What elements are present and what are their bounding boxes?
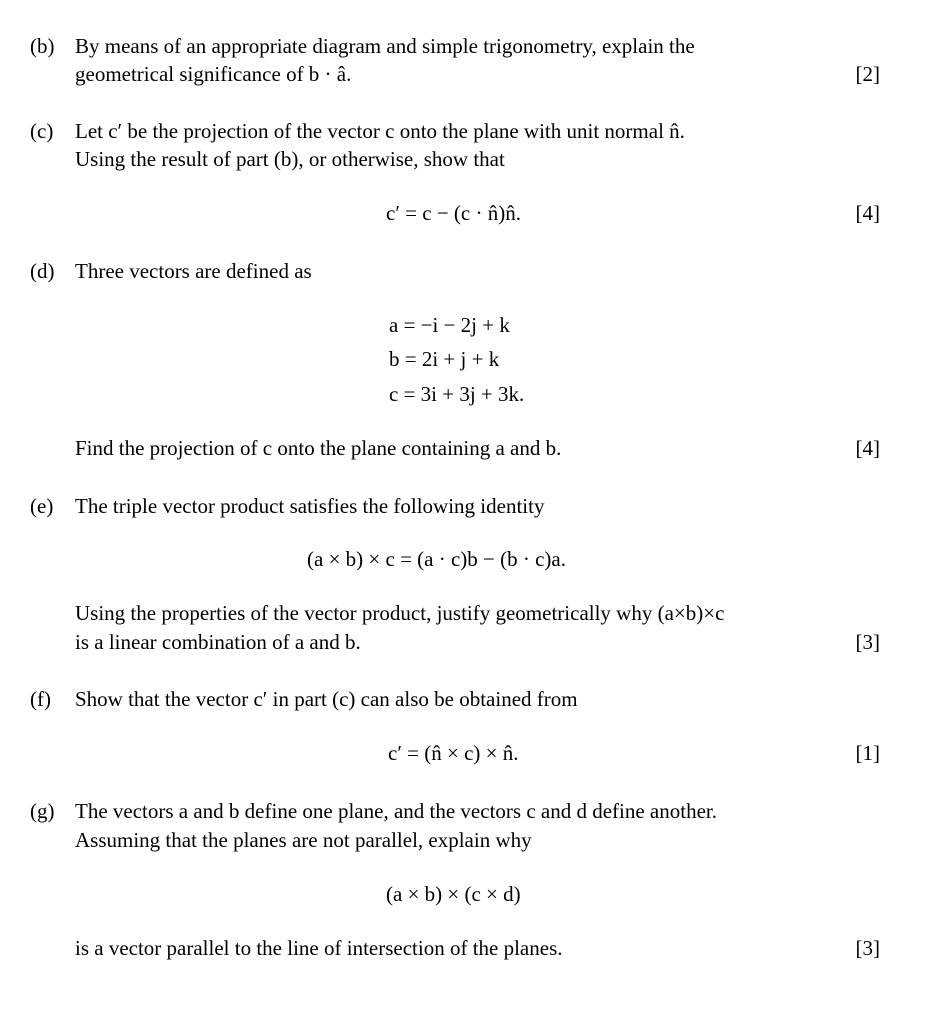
part-b-marks: [2]	[855, 62, 880, 86]
part-g-marks: [3]	[855, 936, 880, 960]
part-d-line-2: Find the projection of c onto the plane containing a and b.	[75, 436, 562, 460]
part-f-marks: [1]	[855, 741, 880, 765]
part-e-label: (e)	[30, 494, 54, 518]
part-c-line-1: Let c′ be the projection of the vector c onto the plane with unit normal n̂.	[75, 119, 685, 143]
part-e-equation: (a × b) × c = (a · c)b − (b · c)a.	[307, 547, 566, 571]
part-f-label: (f)	[30, 687, 51, 711]
part-d-label: (d)	[30, 259, 55, 283]
part-e-line-2: Using the properties of the vector product, justify geometrically why (a×b)×c	[75, 601, 725, 625]
part-b-label: (b)	[30, 34, 55, 58]
part-g-line-3: is a vector parallel to the line of intersection of the planes.	[75, 936, 563, 960]
part-d-line-1: Three vectors are defined as	[75, 259, 312, 283]
part-b-line-2: geometrical significance of b · â.	[75, 62, 352, 86]
part-c-marks: [4]	[855, 201, 880, 225]
part-b-line-1: By means of an appropriate diagram and simple trigonometry, explain the	[75, 34, 695, 58]
part-d-marks: [4]	[855, 436, 880, 460]
part-g-label: (g)	[30, 799, 55, 823]
part-e-marks: [3]	[855, 630, 880, 654]
part-d-equation-c: c = 3i + 3j + 3k.	[389, 382, 525, 406]
part-g-equation: (a × b) × (c × d)	[386, 882, 521, 906]
part-d-equation-b: b = 2i + j + k	[389, 347, 500, 371]
part-c-equation: c′ = c − (c · n̂)n̂.	[386, 201, 521, 225]
part-e-line-3: is a linear combination of a and b.	[75, 630, 361, 654]
part-c-label: (c)	[30, 119, 54, 143]
part-f-equation: c′ = (n̂ × c) × n̂.	[388, 741, 519, 765]
part-c-line-2: Using the result of part (b), or otherwise, show that	[75, 147, 505, 171]
part-f-line-1: Show that the vector c′ in part (c) can also be obtained from	[75, 687, 578, 711]
part-g-line-2: Assuming that the planes are not parallel, explain why	[75, 828, 532, 852]
part-e-line-1: The triple vector product satisfies the following identity	[75, 494, 545, 518]
part-g-line-1: The vectors a and b define one plane, and the vectors c and d define another.	[75, 799, 717, 823]
part-d-equation-a: a = −i − 2j + k	[389, 313, 510, 337]
